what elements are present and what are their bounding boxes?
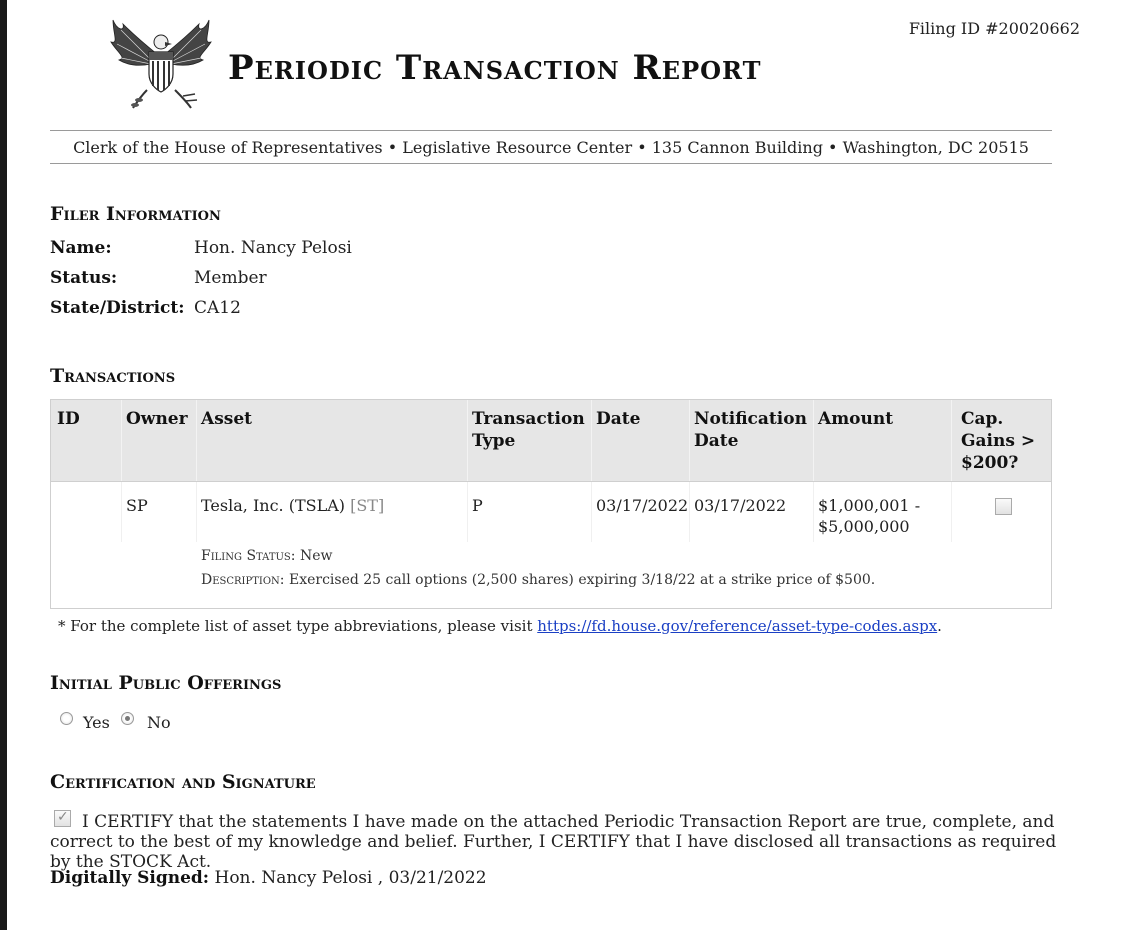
filing-status — [201, 548, 332, 564]
col-amount: Amount — [818, 409, 894, 429]
filer-information-heading: Filer Information — [50, 203, 221, 225]
table-header — [51, 400, 1051, 482]
col-owner: Owner — [126, 409, 188, 429]
status-value: Member — [194, 268, 267, 288]
description — [201, 572, 875, 588]
digital-signature — [50, 868, 487, 888]
checkmark-icon: ✓ — [57, 809, 69, 825]
col-asset: Asset — [201, 409, 252, 429]
asset-type-tag: [ST] — [350, 496, 385, 515]
cap-gains-checkbox[interactable] — [995, 498, 1012, 515]
ipo-yes-radio[interactable] — [60, 712, 73, 725]
transactions-heading: Transactions — [50, 365, 176, 387]
col-transaction-type: Transaction Type — [472, 409, 585, 451]
col-cap-gains: Cap. Gains > $200? — [961, 409, 1036, 473]
col-id: ID — [57, 409, 80, 429]
certify-checkbox[interactable] — [54, 810, 71, 827]
ipo-no-label: No — [147, 713, 171, 732]
filing-status-value: New — [299, 548, 333, 564]
row-notification-date: 03/17/2022 — [694, 496, 787, 515]
signed-label: Digitally Signed: — [50, 868, 210, 888]
row-asset: Tesla, Inc. (TSLA) [ST] — [201, 496, 385, 515]
row-date: 03/17/2022 — [596, 496, 689, 515]
asset-type-codes-link[interactable]: https://fd.house.gov/reference/asset-type-codes.aspx — [537, 617, 938, 635]
state-district-value: CA12 — [194, 298, 241, 318]
row-owner: SP — [126, 496, 148, 515]
name-value: Hon. Nancy Pelosi — [194, 238, 352, 258]
state-district-label: State/District: — [50, 298, 185, 318]
row-transaction-type: P — [472, 496, 483, 515]
description-value: Exercised 25 call options (2,500 shares) expiring 3/18/22 at a strike price of $500. — [288, 572, 876, 588]
ipo-yes-label: Yes — [83, 713, 110, 732]
filing-id: Filing ID #20020662 — [908, 19, 1080, 38]
signed-value: Hon. Nancy Pelosi , 03/21/2022 — [214, 868, 487, 888]
ipo-no-radio[interactable] — [121, 712, 134, 725]
header-rule-top — [50, 130, 1052, 131]
report-title: Periodic Transaction Report — [228, 48, 762, 88]
description-label: Description: — [201, 572, 285, 588]
asset-type-footnote: * For the complete list of asset type abbreviations, please visit https://fd.house.gov/reference/asset-type-codes.aspx. — [58, 617, 942, 635]
header-rule-bottom — [50, 163, 1052, 164]
filing-status-label: Filing Status: — [201, 548, 296, 564]
certification-heading: Certification and Signature — [50, 771, 316, 793]
ipo-heading: Initial Public Offerings — [50, 672, 282, 694]
status-label: Status: — [50, 268, 118, 288]
clerk-address-line: Clerk of the House of Representatives • Legislative Resource Center • 135 Cannon Building • Washington, DC 20515 — [73, 138, 1029, 157]
row-amount: $1,000,001 - $5,000,000 — [818, 496, 921, 536]
col-notification-date: Notification Date — [694, 409, 807, 451]
name-label: Name: — [50, 238, 112, 258]
certification-text: I CERTIFY that the statements I have made on the attached Periodic Transaction Report are true, complete, and correct to the best of my knowledge and belief. Further, I CERTIFY that I have disclosed all transactions as required by the STOCK Act. — [50, 812, 1057, 872]
eagle-seal-icon — [107, 16, 215, 112]
transactions-table — [50, 399, 1052, 609]
col-date: Date — [596, 409, 641, 429]
